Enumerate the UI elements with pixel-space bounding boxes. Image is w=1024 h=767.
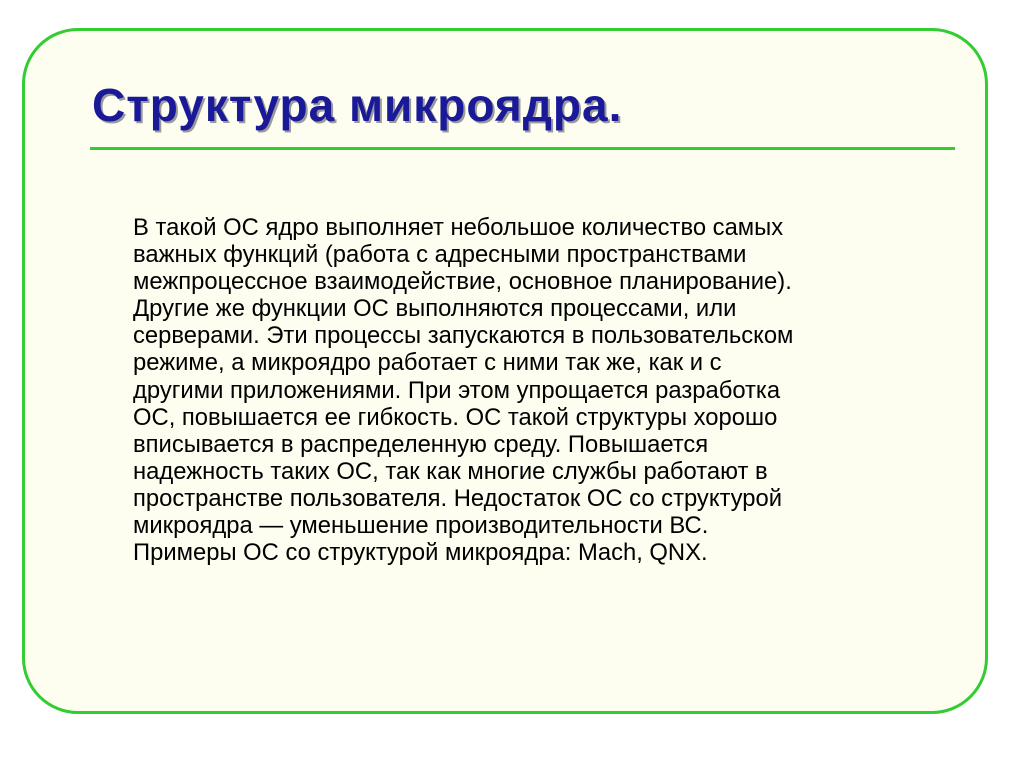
slide-corner: [998, 749, 1024, 767]
slide-title: Структура микроядра.: [92, 79, 623, 131]
slide-body-text: В такой ОС ядро выполняет небольшое количество самых важных функций (работа с адресными пространствами межпроцессное взаимодействие, основное планирование). Другие же функции ОС выполняются процессами, или серверами. Эти процессы запускаются в пользовательском режиме, а микроядро работает с ними так же, как и с другими приложениями. При этом упрощается разработка ОС, повышается ее гибкость. ОС такой структуры хорошо вписывается в распределенную среду. Повышается надежность таких ОС, так как многие службы работают в пространстве пользователя. Недостаток ОС со структурой микроядра — уменьшение производительности ВС. Примеры ОС со структурой микроядра: Mach, QNX.: [133, 214, 794, 567]
title-underline: [90, 147, 955, 150]
